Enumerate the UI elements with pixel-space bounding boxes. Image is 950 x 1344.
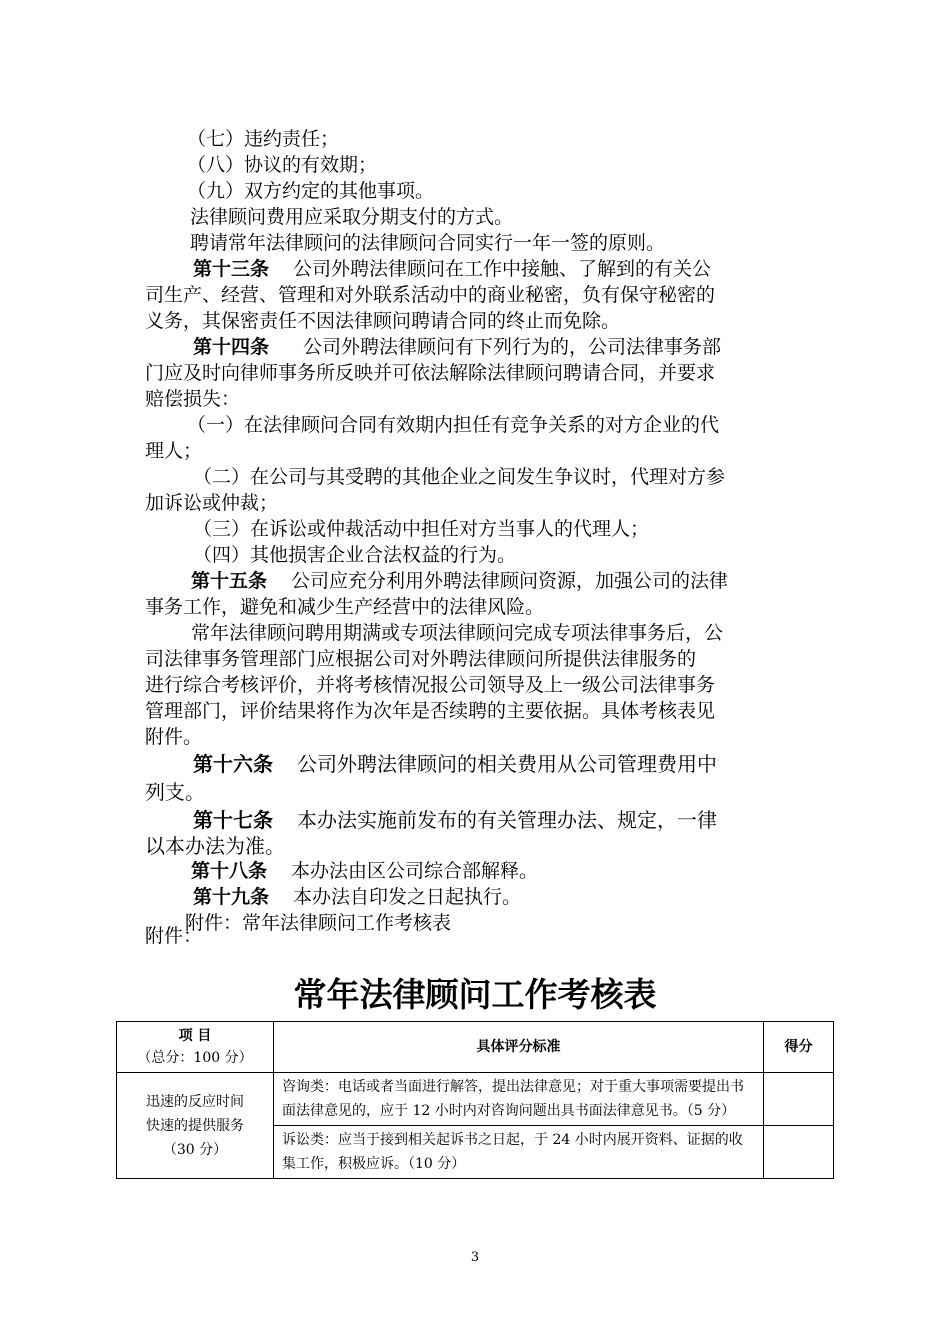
article-15-para2-line-4: 管理部门，评价结果将作为次年是否续聘的主要依据。具体考核表见 bbox=[145, 700, 716, 722]
article-14-item-2: （二）在公司与其受聘的其他企业之间发生争议时，代理对方参 bbox=[193, 466, 726, 488]
article-15-para2-line-2: 司法律事务管理部门应根据公司对外聘法律顾问所提供法律服务的 bbox=[145, 648, 697, 670]
article-17-line-2: 以本办法为准。 bbox=[145, 834, 285, 858]
article-16-text: 公司外聘法律顾问的相关费用从公司管理费用中 bbox=[297, 752, 717, 776]
article-13-line-3: 义务，其保密责任不因法律顾问聘请合同的终止而免除。 bbox=[145, 310, 621, 332]
header-item-cell bbox=[117, 1022, 274, 1073]
article-13-line-1 bbox=[145, 256, 858, 282]
criteria-consulting: 咨询类：电话或者当面进行解答，提出法律意见；对于重大事项需要提出书面法律意见的，应于 12 小时内对咨询问题出具书面法律意见书。（5 分） bbox=[274, 1073, 764, 1126]
score-cell-litigation[interactable] bbox=[764, 1126, 834, 1179]
table-row bbox=[117, 1073, 834, 1126]
clause-item-7: （七）违约责任； bbox=[187, 128, 340, 150]
article-15-para2-line-3: 进行综合考核评价，并将考核情况报公司领导及上一级公司法律事务 bbox=[145, 674, 716, 696]
table-title: 常年法律顾问工作考核表 bbox=[293, 975, 657, 1014]
article-13-line-2: 司生产、经营、管理和对外联系活动中的商业秘密，负有保守秘密的 bbox=[145, 284, 716, 306]
assessment-table bbox=[116, 1021, 834, 1179]
article-15-para2-line-1: 常年法律顾问聘用期满或专项法律顾问完成专项法律事务后，公 bbox=[191, 622, 724, 644]
criteria-litigation: 诉讼类：应当于接到相关起诉书之日起，于 24 小时内展开资料、证据的收集工作，积极应诉。（10 分） bbox=[274, 1126, 764, 1179]
clause-item-8: （八）协议的有效期； bbox=[187, 154, 378, 176]
page-number: 3 bbox=[470, 1250, 480, 1265]
header-item-label: 项 目 bbox=[178, 1028, 212, 1044]
article-19-text: 本办法自印发之日起执行。 bbox=[293, 886, 522, 908]
article-14-item-3: （三）在诉讼或仲裁活动中担任对方当事人的代理人； bbox=[193, 518, 650, 540]
article-14-text: 公司外聘法律顾问有下列行为的，公司法律事务部 bbox=[303, 336, 722, 358]
row-item-line-1: 迅速的反应时间 bbox=[146, 1093, 244, 1110]
article-14-item-2-cont: 加诉讼或仲裁； bbox=[145, 492, 279, 514]
article-15-line-1 bbox=[145, 568, 856, 594]
article-16-heading: 第十六条 bbox=[193, 752, 273, 776]
article-14-item-4: （四）其他损害企业合法权益的行为。 bbox=[193, 544, 517, 566]
score-cell-consulting[interactable] bbox=[764, 1073, 834, 1126]
article-14-heading: 第十四条 bbox=[193, 336, 270, 358]
article-17-text: 本办法实施前发布的有关管理办法、规定，一律 bbox=[297, 808, 717, 832]
article-15-para2-line-5: 附件。 bbox=[145, 726, 203, 748]
article-19-line bbox=[145, 884, 858, 910]
article-14-line-3: 赔偿损失： bbox=[145, 388, 241, 410]
article-14-item-1: （一）在法律顾问合同有效期内担任有竞争关系的对方企业的代 bbox=[187, 414, 720, 436]
article-18-text: 本办法由区公司综合部解释。 bbox=[291, 860, 539, 882]
article-18-line bbox=[145, 858, 856, 884]
article-16-line-1 bbox=[145, 750, 858, 778]
article-17-line-1 bbox=[145, 806, 858, 834]
fee-payment-text: 法律顾问费用应采取分期支付的方式。 bbox=[190, 206, 514, 228]
article-14-item-1-cont: 理人； bbox=[145, 440, 203, 462]
article-17-heading: 第十七条 bbox=[193, 808, 273, 832]
article-18-heading: 第十八条 bbox=[191, 860, 268, 882]
contract-term-text: 聘请常年法律顾问的法律顾问合同实行一年一签的原则。 bbox=[190, 232, 666, 254]
article-16-line-2: 列支。 bbox=[145, 780, 205, 804]
article-13-heading: 第十三条 bbox=[193, 258, 270, 280]
header-total-score: （总分：100 分） bbox=[137, 1050, 253, 1066]
header-criteria-cell: 具体评分标准 bbox=[274, 1022, 764, 1073]
table-header-row bbox=[117, 1022, 834, 1073]
header-score-cell: 得分 bbox=[764, 1022, 834, 1073]
article-15-line-2: 事务工作，避免和减少生产经营中的法律风险。 bbox=[145, 596, 545, 618]
article-14-line-2: 门应及时向律师事务所反映并可依法解除法律顾问聘请合同，并要求 bbox=[145, 362, 716, 384]
article-19-heading: 第十九条 bbox=[193, 886, 270, 908]
clause-item-9: （九）双方约定的其他事项。 bbox=[187, 180, 435, 202]
article-15-text: 公司应充分利用外聘法律顾问资源，加强公司的法律 bbox=[291, 570, 729, 592]
row-item-cell bbox=[117, 1073, 274, 1179]
article-14-line-1 bbox=[145, 334, 858, 360]
article-15-heading: 第十五条 bbox=[191, 570, 268, 592]
row-item-line-2: 快速的提供服务 bbox=[146, 1117, 244, 1134]
article-13-text: 公司外聘法律顾问在工作中接触、了解到的有关公 bbox=[293, 258, 712, 280]
attachment-label: 附件： bbox=[145, 925, 203, 947]
attachment-reference: 附件：常年法律顾问工作考核表 bbox=[185, 912, 452, 934]
row-item-points: （30 分） bbox=[162, 1141, 228, 1158]
